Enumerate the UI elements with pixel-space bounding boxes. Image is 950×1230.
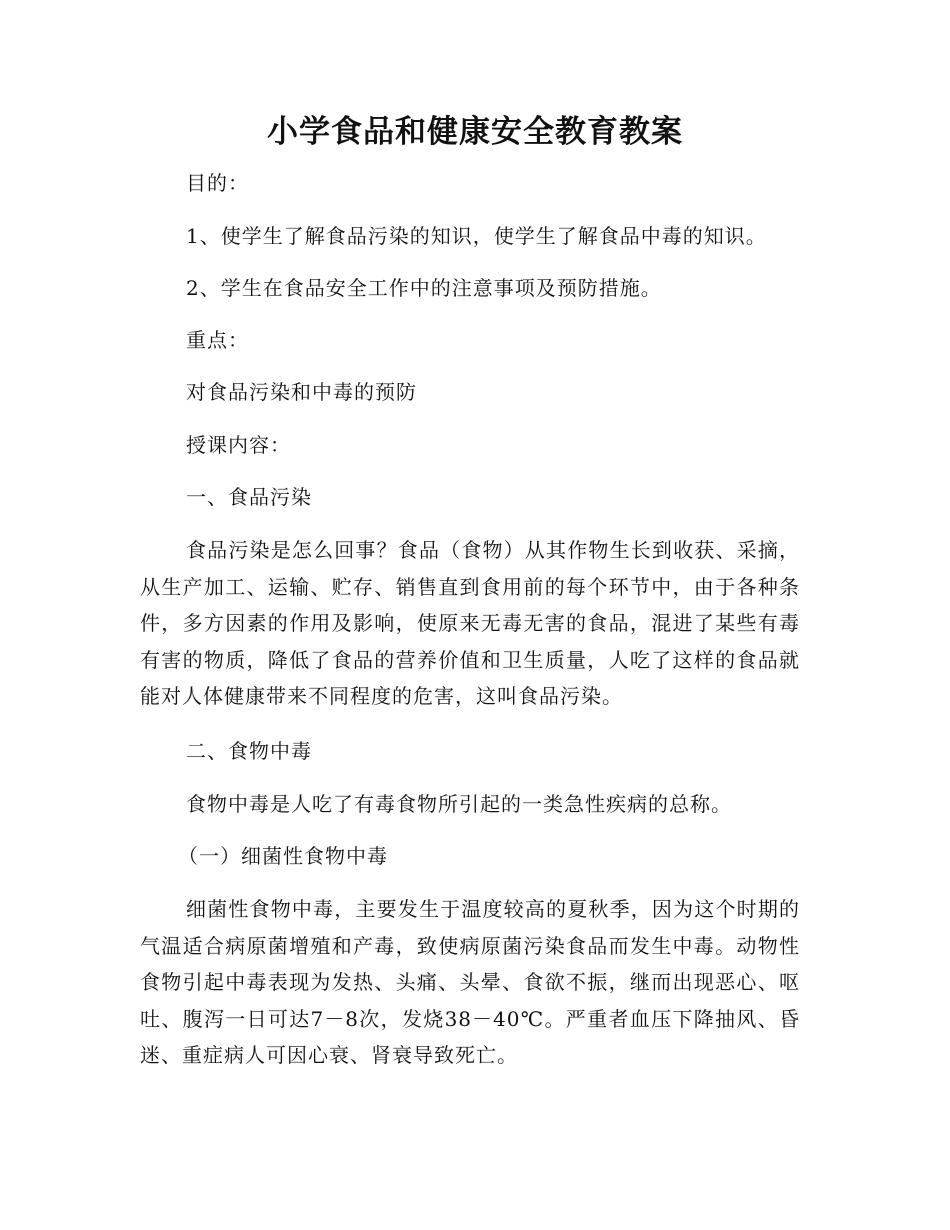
focus-text: 对食品污染和中毒的预防: [186, 380, 417, 404]
section-1-heading: 一、食品污染: [186, 485, 312, 509]
subsection-1-heading: （一）细菌性食物中毒: [178, 844, 388, 868]
section-1-paragraph: 食品污染是怎么回事？食品（食物）从其作物生长到收获、采摘，从生产加工、运输、贮存、销售直到食用前的每个环节中，由于各种条件，多方因素的作用及影响，使原来无毒无害的食品，混进了某些有毒有害的物质，降低了食品的营养价值和卫生质量，人吃了这样的食品就能对人体健康带来不同程度的危害，这叫食品污染。: [140, 538, 800, 708]
section-2-heading: 二、食物中毒: [186, 739, 312, 763]
focus-heading: 重点：: [186, 328, 249, 352]
content-heading: 授课内容：: [186, 433, 291, 457]
purpose-item-1: 1、使学生了解食品污染的知识，使学生了解食品中毒的知识。: [186, 224, 767, 248]
purpose-item-2: 2、学生在食品安全工作中的注意事项及预防措施。: [186, 276, 662, 300]
subsection-1-paragraph: 细菌性食物中毒，主要发生于温度较高的夏秋季，因为这个时期的气温适合病原菌增殖和产毒，致使病原菌污染食品而发生中毒。动物性食物引起中毒表现为发热、头痛、头晕、食欲不振，继而出现恶心、呕吐、腹泻一日可达7－8次，发烧38－40℃。严重者血压下降抽风、昏迷、重症病人可因心衰、肾衰导致死亡。: [140, 897, 800, 1067]
page-title: 小学食品和健康安全教育教案: [267, 114, 683, 150]
purpose-heading: 目的：: [186, 171, 249, 195]
section-2-text: 食物中毒是人吃了有毒食物所引起的一类急性疾病的总称。: [186, 792, 732, 816]
